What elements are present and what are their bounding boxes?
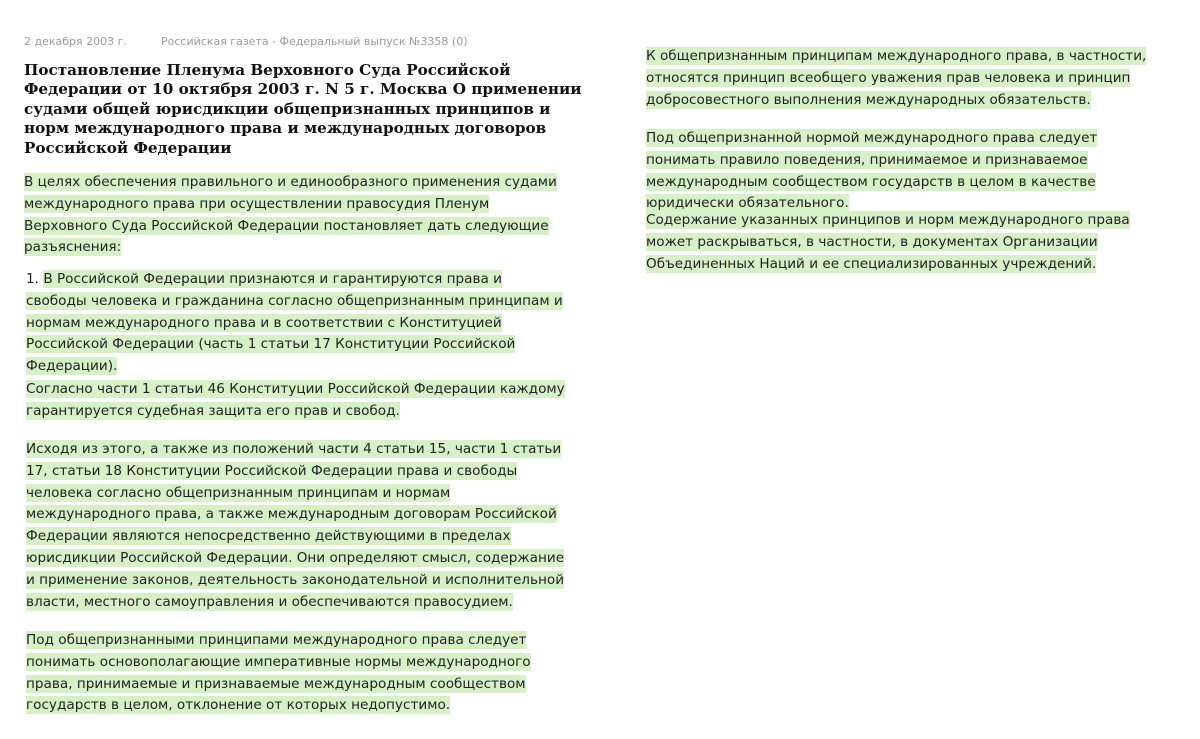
intro-text: В целях обеспечения правильного и единообразного применения судами международного права при осуществлении правосудия Пленум Верховного Суда Российской Федерации постановляет дать следующие разъяснения: <box>24 174 557 256</box>
intro-paragraph <box>24 172 572 259</box>
item-1-number: 1. <box>26 271 39 287</box>
paragraph-judicial-protection <box>26 379 566 423</box>
right-paragraph-un-documents <box>646 210 1181 275</box>
item-1-paragraph <box>26 269 566 378</box>
right-paragraph-norm-definition <box>646 128 1166 215</box>
article-meta <box>24 35 468 48</box>
right-paragraph-principles-text: К общепризнанным принципам международного права, в частности, относятся принцип всеобщего уважения прав человека и принцип добросовестного выполнения международных обязательств. <box>646 48 1147 108</box>
publication-date: 2 декабря 2003 г. <box>24 35 127 48</box>
paragraph-direct-effect-text: Исходя из этого, а также из положений части 4 статьи 15, части 1 статьи 17, статьи 18 Конституции Российской Федерации права и свободы человека согласно общепризнанным принципам и нормам международного права, а также международным договорам Российской Федерации являются непосредственно действующими в пределах юрисдикции Российской Федерации. Они определяют смысл, содержание и применение законов, деятельность законодательной и исполнительной власти, местного самоуправления и обеспечиваются правосудием. <box>26 441 565 610</box>
right-paragraph-principles <box>646 46 1166 111</box>
document-title: Постановление Пленума Верховного Суда Российской Федерации от 10 октября 2003 г. N 5 г. Москва О применении судами общей юрисдикции общепризнанных принципов и норм международного права и международных договоров Российской Федерации <box>24 61 582 157</box>
paragraph-judicial-protection-text: Согласно части 1 статьи 46 Конституции Российской Федерации каждому гарантируется судебная защита его прав и свобод. <box>26 381 565 419</box>
paragraph-principles-definition <box>26 630 566 717</box>
right-paragraph-norm-definition-text: Под общепризнанной нормой международного права следует понимать правило поведения, принимаемое и признаваемое международным сообществом государств в целом в качестве юридически обязательного. <box>646 130 1098 212</box>
publication-source[interactable]: Российская газета - Федеральный выпуск №3358 (0) <box>161 35 468 48</box>
paragraph-direct-effect <box>26 439 574 613</box>
right-paragraph-un-documents-text: Содержание указанных принципов и норм международного права может раскрываться, в частности, в документах Организации Объединенных Наций и ее специализированных учреждений. <box>646 212 1130 272</box>
paragraph-principles-definition-text: Под общепризнанными принципами международного права следует понимать основополагающие императивные нормы международного права, принимаемые и признаваемые международным сообществом государств в целом, отклонение от которых недопустимо. <box>26 632 531 714</box>
item-1-text: В Российской Федерации признаются и гарантируются права и свободы человека и гражданина согласно общепризнанным принципам и нормам международного права и в соответствии с Конституцией Российской Федерации (часть 1 статьи 17 Конституции Российской Федерации). <box>26 271 563 375</box>
